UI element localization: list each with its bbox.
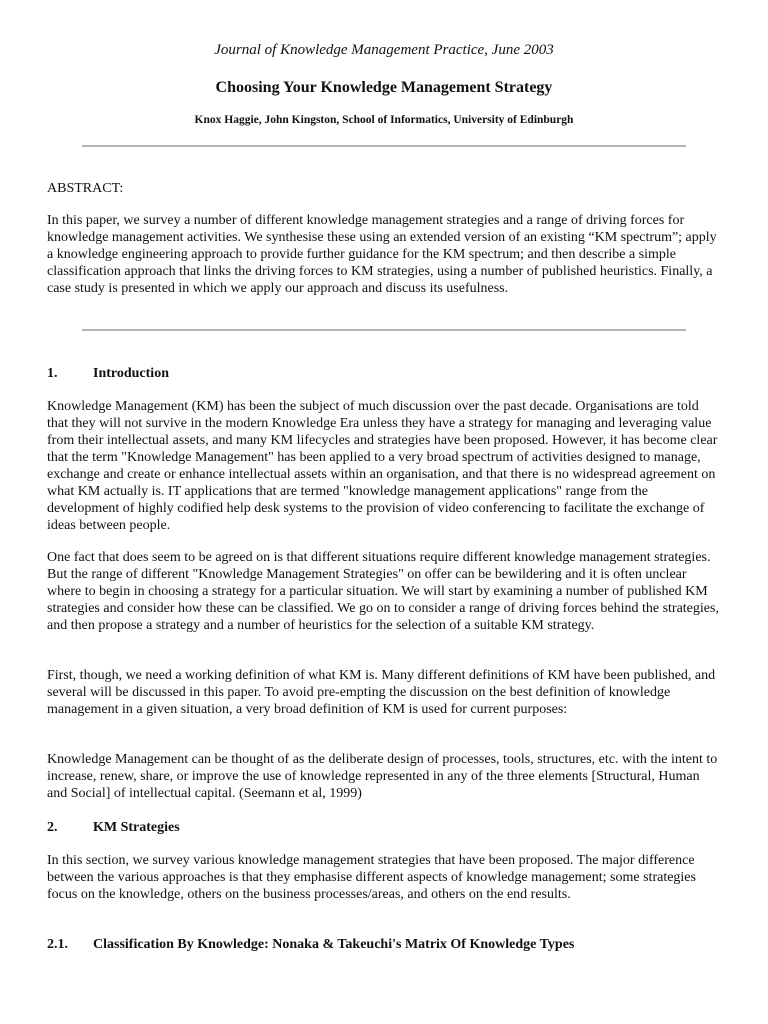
section-title: KM Strategies [93,820,180,835]
section-heading-km-strategies [47,819,180,836]
abstract-body: In this paper, we survey a number of different knowledge management strategies and a range of driving forces for knowledge management activities. We synthesise these using an extended version of an existing “KM spectrum”; apply a knowledge engineering approach to provide further guidance for the KM spectrum; and then describe a simple classification approach that links the driving forces to KM strategies, using a number of published heuristics. Finally, a case study is presented in which we apply our approach and discuss its usefulness. [47,213,717,296]
paragraph: In this section, we survey various knowledge management strategies that have been proposed. The major difference between the various approaches is that they emphasise different aspects of knowledge management; some strategies focus on the knowledge, others on the business processes/areas, and others on the end results. [47,853,696,902]
horizontal-rule-top [82,145,686,147]
section-number: 1. [47,366,58,381]
section-number: 2.1. [47,937,68,952]
section-heading-introduction [47,365,169,382]
journal-header: Journal of Knowledge Management Practice, June 2003 [214,42,554,58]
section-title: Classification By Knowledge: Nonaka & Takeuchi's Matrix Of Knowledge Types [93,937,575,952]
paragraph: Knowledge Management (KM) has been the subject of much discussion over the past decade. Organisations are told that they will not survive in the modern Knowledge Era unless they have a strategy for managing and leveraging value from their intellectual assets, and many KM lifecycles and strategies have been proposed. However, it has become clear that the term "Knowledge Management" has been applied to a very broad spectrum of activities designed to manage, exchange and create or enhance intellectual assets within an organisation, and that there is no widespread agreement on what KM actually is. IT applications that are termed "knowledge management applications" range from the development of highly codified help desk systems to the provision of video conferencing to facilitate the exchange of ideas between people. [47,399,718,533]
definition-quote: Knowledge Management can be thought of as the deliberate design of processes, tools, structures, etc. with the intent to increase, renew, share, or improve the use of knowledge represented in any of the three elements [Structural, Human and Social] of intellectual capital. (Seemann et al, 1999) [47,752,718,801]
paper-title: Choosing Your Knowledge Management Strategy [215,79,553,96]
paragraph: One fact that does seem to be agreed on is that different situations require different knowledge management strategies. But the range of different "Knowledge Management Strategies" on offer can be bewildering and it is often unclear where to begin in choosing a strategy for a particular situation. We will start by examining a number of published KM strategies and consider how these can be classified. We go on to consider a range of driving forces behind the strategies, and then propose a strategy and a number of heuristics for the selection of a suitable KM strategy. [47,550,719,633]
section-number: 2. [47,820,58,835]
horizontal-rule-bottom [82,329,686,331]
abstract-label: ABSTRACT: [47,181,124,196]
paper-authors: Knox Haggie, John Kingston, School of Informatics, University of Edinburgh [194,114,574,126]
subsection-heading-classification [47,936,574,953]
paragraph: First, though, we need a working definition of what KM is. Many different definitions of KM have been published, and several will be discussed in this paper. To avoid pre-empting the discussion on the best definition of knowledge management in a given situation, a very broad definition of KM is used for current purposes: [47,668,716,717]
section-title: Introduction [93,366,169,381]
